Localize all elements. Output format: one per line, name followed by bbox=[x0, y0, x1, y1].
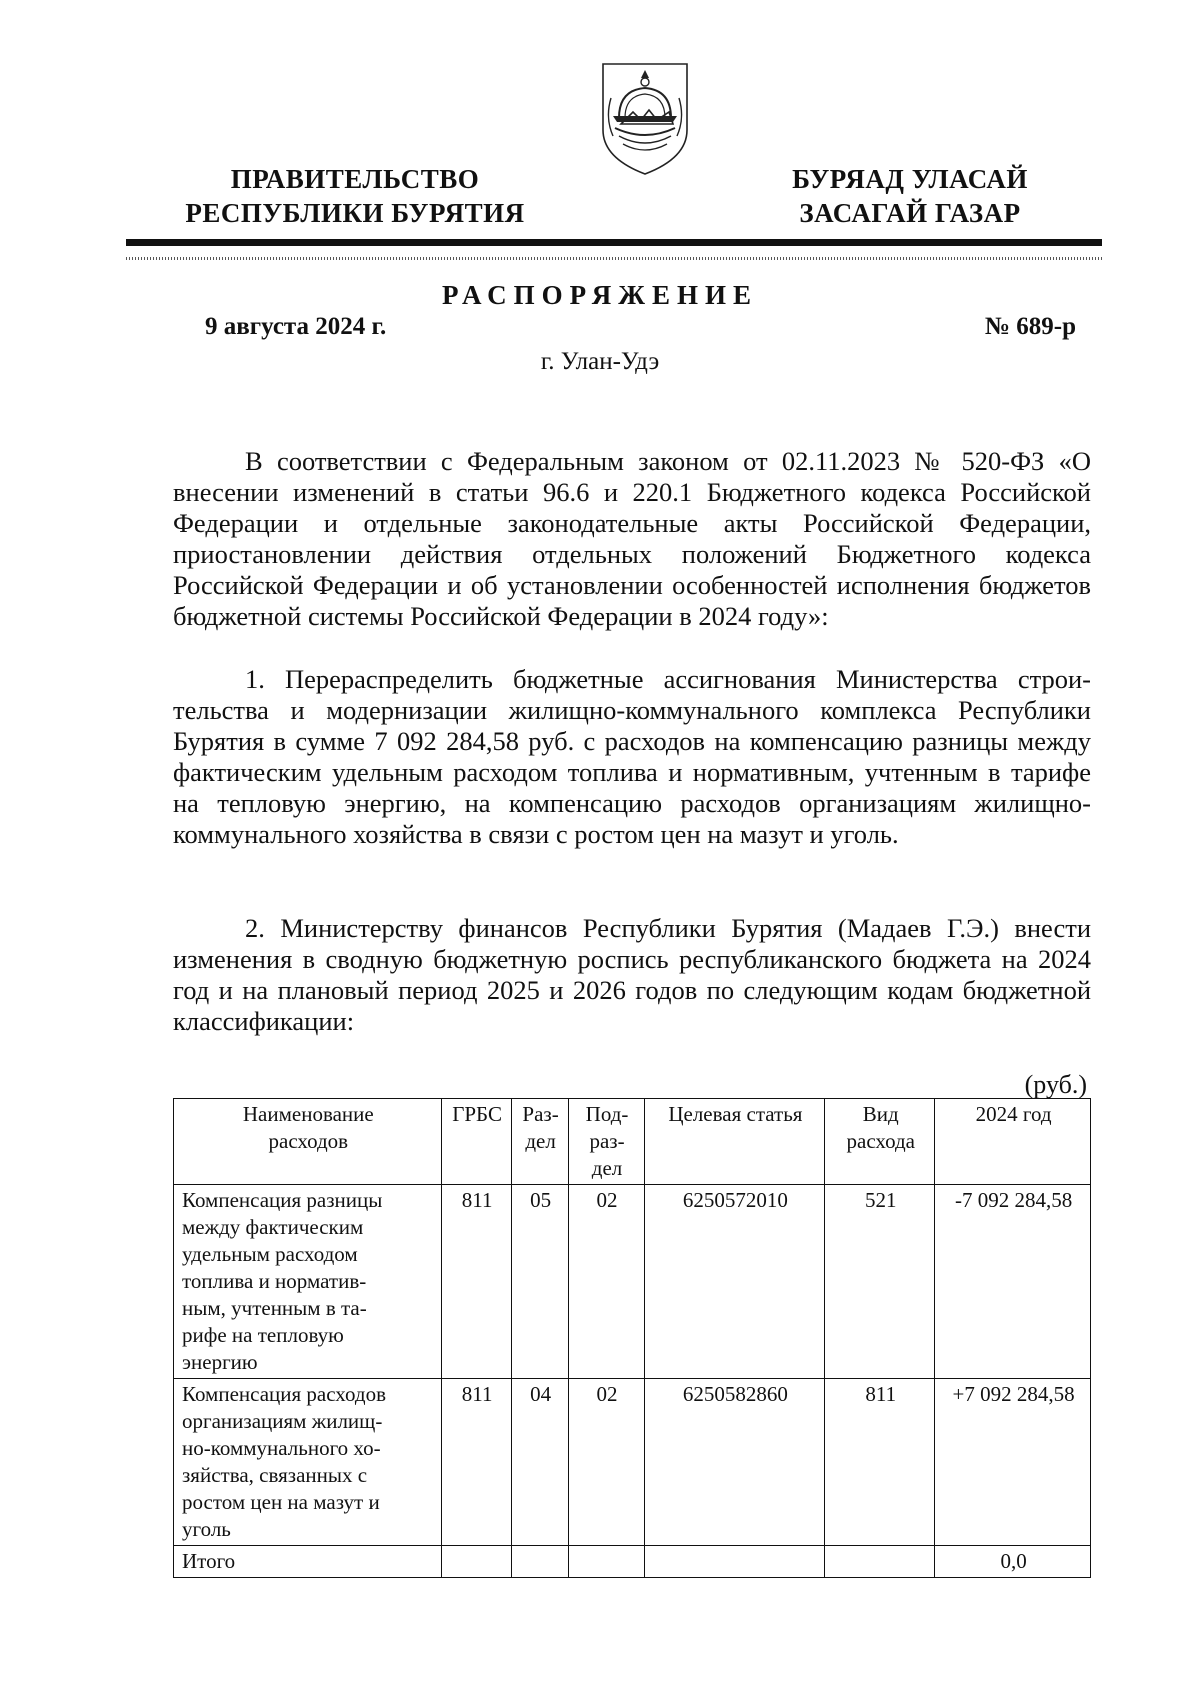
paragraph-item-2: 2. Министерству финансов Республики Бурятия (Мадаев Г.Э.) внести изменения в сводную бюджетную роспись республиканского бюджета на 2024 год и на плановый период 2025 и 2026 годов по следующим кодам бюджетной классификации: bbox=[173, 913, 1091, 1036]
row-vid: 521 bbox=[825, 1185, 935, 1379]
header-podrazdel: Под- раз- дел bbox=[568, 1099, 644, 1185]
row-razdel: 04 bbox=[511, 1379, 568, 1546]
table-row bbox=[174, 1185, 1091, 1379]
header-rule-thick bbox=[126, 239, 1102, 246]
row-podrazdel: 02 bbox=[568, 1379, 644, 1546]
row-grbs: 811 bbox=[441, 1185, 511, 1379]
row-podrazdel: 02 bbox=[568, 1185, 644, 1379]
header-vid: Вид расхода bbox=[825, 1099, 935, 1185]
row-name: Компенсация расходов организациям жилищ- но-коммунального хо- зяйства, связанных с ростом цен на мазут и уголь bbox=[174, 1379, 442, 1546]
row-celevaya: 6250572010 bbox=[644, 1185, 825, 1379]
table-unit-label: (руб.) bbox=[1024, 1070, 1087, 1099]
table-row bbox=[174, 1379, 1091, 1546]
coat-of-arms-emblem bbox=[597, 58, 693, 178]
document-date: 9 августа 2024 г. bbox=[205, 313, 387, 340]
government-name-buryat: БУРЯАД УЛАСАЙ ЗАСАГАЙ ГАЗАР bbox=[792, 164, 1028, 228]
row-razdel: 05 bbox=[511, 1185, 568, 1379]
government-name-russian: ПРАВИТЕЛЬСТВО РЕСПУБЛИКИ БУРЯТИЯ bbox=[185, 164, 525, 228]
header-celevaya: Целевая статья bbox=[644, 1099, 825, 1185]
document-type: РАСПОРЯЖЕНИЕ bbox=[441, 280, 759, 310]
row-vid: 811 bbox=[825, 1379, 935, 1546]
row-amount: -7 092 284,58 bbox=[935, 1185, 1091, 1379]
total-label: Итого bbox=[174, 1546, 442, 1578]
header-name: Наименование расходов bbox=[174, 1099, 442, 1185]
total-amount: 0,0 bbox=[935, 1546, 1091, 1578]
table-total-row bbox=[174, 1546, 1091, 1578]
header-grbs: ГРБС bbox=[441, 1099, 511, 1185]
paragraph-item-1: 1. Перераспределить бюджетные ассигнования Министерства строительства и модернизации жилищно-коммунального комплекса Республики Бурятия в сумме 7 092 284,58 руб. с расходов на компенсацию разницы между фактическим удельным расходом топлива и нормативным, учтенным в тарифе на тепловую энергию, на компенсацию расходов организациям жилищно-коммунального хозяйства в связи с ростом цен на мазут и уголь. bbox=[173, 664, 1091, 849]
header-rule-dotted bbox=[126, 257, 1102, 260]
header-year: 2024 год bbox=[935, 1099, 1091, 1185]
paragraph-preamble: В соответствии с Федеральным законом от 02.11.2023 № 520-ФЗ «О внесении изменений в статьи 96.6 и 220.1 Бюджетного кодекса Российской Федерации и отдельные законодательные акты Российской Федерации, приостановлении действия отдельных положений Бюджетного кодекса Российской Федерации и об установлении особенностей исполнения бюджетов бюджетной системы Российской Федерации в 2024 году»: bbox=[173, 446, 1091, 631]
row-amount: +7 092 284,58 bbox=[935, 1379, 1091, 1546]
header-razdel: Раз- дел bbox=[511, 1099, 568, 1185]
row-name: Компенсация разницы между фактическим удельным расходом топлива и норматив- ным, учтенным в та- рифе на тепловую энергию bbox=[174, 1185, 442, 1379]
row-celevaya: 6250582860 bbox=[644, 1379, 825, 1546]
table-header-row bbox=[174, 1099, 1091, 1185]
document-city: г. Улан-Удэ bbox=[540, 348, 660, 375]
row-grbs: 811 bbox=[441, 1379, 511, 1546]
budget-table bbox=[173, 1098, 1091, 1578]
document-number: № 689-р bbox=[984, 313, 1076, 340]
